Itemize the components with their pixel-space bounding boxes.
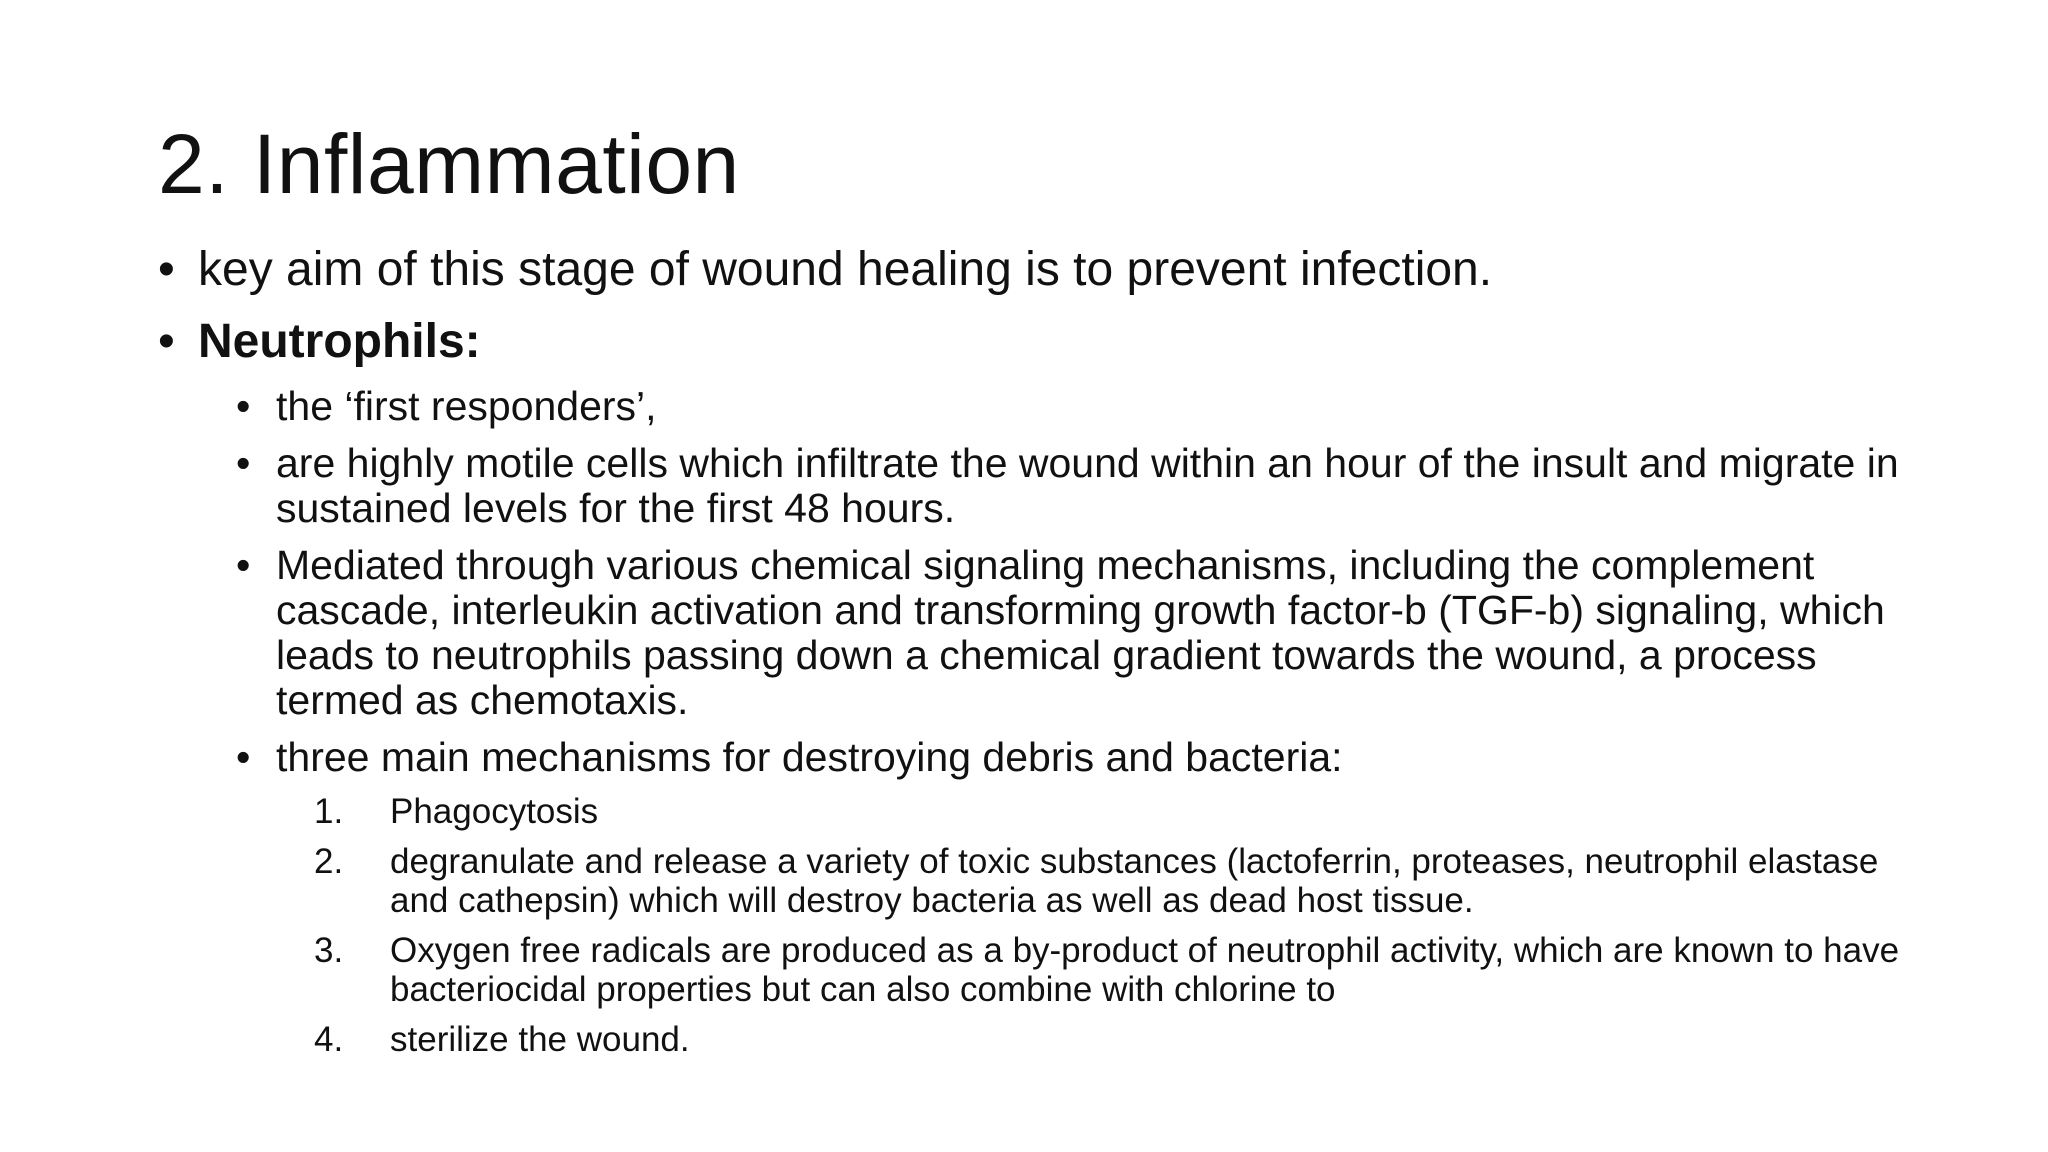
bullet-dot: • <box>236 383 251 429</box>
bullet-item <box>158 240 1918 300</box>
item-number: 4. <box>314 1020 344 1059</box>
sub-bullet-text: the ‘first responders’, <box>276 383 657 429</box>
numbered-item <box>158 842 1918 920</box>
numbered-text: sterilize the wound. <box>390 1020 690 1059</box>
numbered-text: degranulate and release a variety of toxic substances (lactoferrin, proteases, neutrophil elastase and cathepsin) which will destroy bacteria as well as dead host tissue. <box>390 842 1879 920</box>
sub-bullet-text: are highly motile cells which infiltrate the wound within an hour of the insult and migrate in sustained levels for the first 48 hours. <box>276 440 1899 531</box>
slide-title: 2. Inflammation <box>158 117 740 211</box>
bullet-text: key aim of this stage of wound healing is to prevent infection. <box>198 243 1493 296</box>
item-number: 1. <box>314 792 344 831</box>
sub-bullet-item <box>158 384 1918 429</box>
sub-bullet-item <box>158 735 1918 780</box>
sub-bullet-item <box>158 543 1918 723</box>
numbered-item <box>158 931 1918 1009</box>
bullet-dot: • <box>236 440 251 486</box>
numbered-item <box>158 1020 1918 1059</box>
bullet-dot: • <box>158 315 175 368</box>
sub-bullet-item <box>158 441 1918 531</box>
bullet-dot: • <box>158 243 175 296</box>
slide-body <box>158 240 1918 1070</box>
item-number: 3. <box>314 931 344 970</box>
item-number: 2. <box>314 842 344 881</box>
bullet-dot: • <box>236 542 251 588</box>
numbered-text: Phagocytosis <box>390 792 599 831</box>
bullet-text: Neutrophils: <box>198 315 481 368</box>
bullet-dot: • <box>236 734 251 780</box>
bullet-item <box>158 312 1918 372</box>
numbered-item <box>158 792 1918 831</box>
sub-bullet-text: Mediated through various chemical signaling mechanisms, including the complement cascade, interleukin activation and transforming growth factor-b (TGF-b) signaling, which leads to neutrophils passing down a chemical gradient towards the wound, a process termed as chemotaxis. <box>276 542 1885 723</box>
sub-bullet-text: three main mechanisms for destroying debris and bacteria: <box>276 734 1343 780</box>
numbered-text: Oxygen free radicals are produced as a by-product of neutrophil activity, which are known to have bacteriocidal properties but can also combine with chlorine to <box>390 931 1900 1009</box>
